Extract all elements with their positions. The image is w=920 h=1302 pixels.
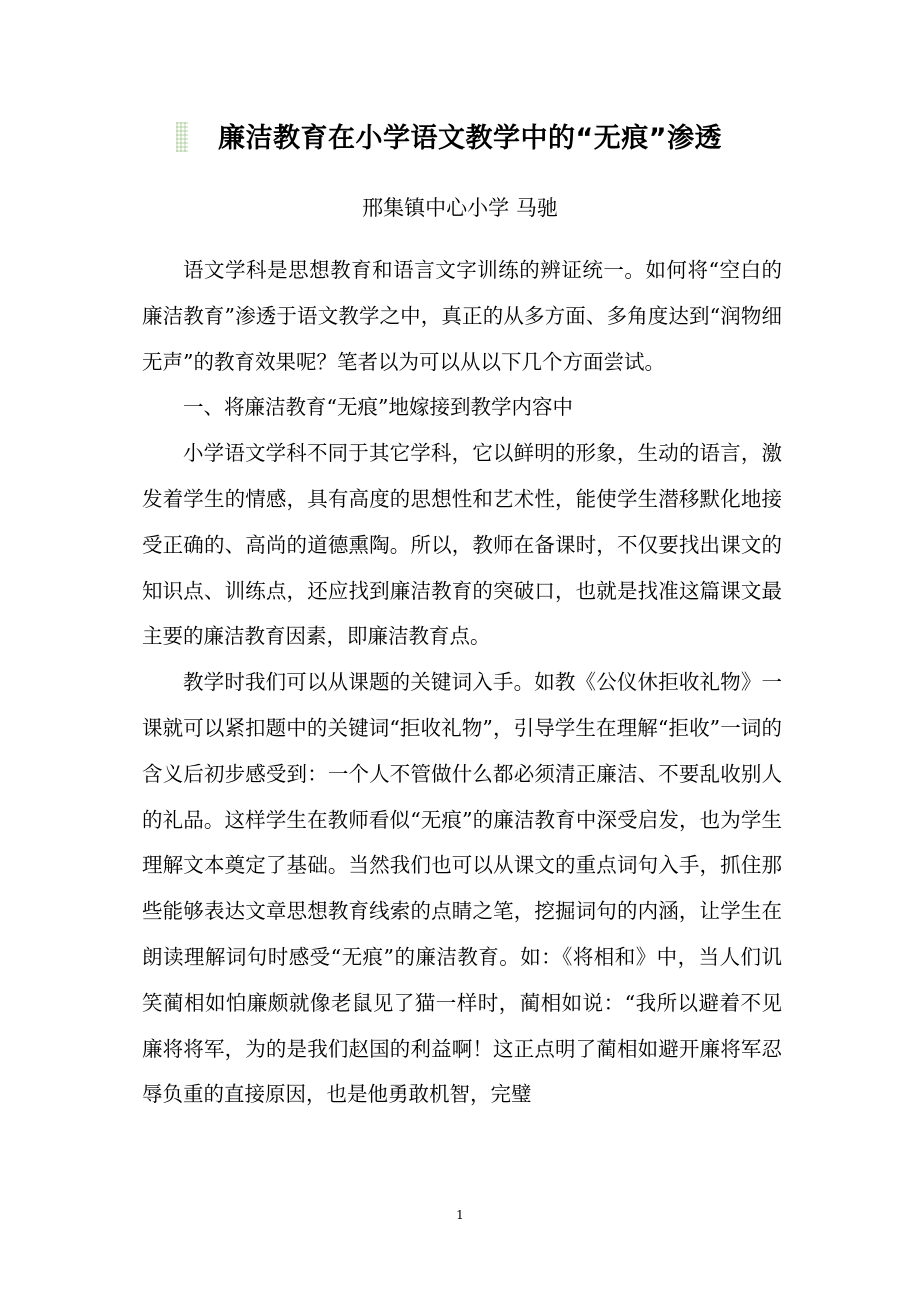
document-body [142,248,782,1118]
paragraph-body: 小学语文学科不同于其它学科，它以鲜明的形象，生动的语言，激发着学生的情感，具有高度的思想性和艺术性，能使学生潜移默化地接受正确的、高尚的道德熏陶。所以，教师在备课时，不仅要找出课文的知识点、训练点，还应找到廉洁教育的突破口，也就是找准这篇课文最主要的廉洁教育因素，即廉洁教育点。 [142,441,782,649]
page-number: 1 [456,1208,464,1222]
paragraph-intro: 语文学科是思想教育和语言文字训练的辨证统一。如何将“空白的廉洁教育”渗透于语文教学之中，真正的从多方面、多角度达到“润物细无声”的教育效果呢？笔者以为可以从以下几个方面尝试。 [142,258,782,374]
title-row [0,112,920,162]
document-title: 廉洁教育在小学语文教学中的“无痕”渗透 [218,123,722,154]
title-marker-icon [176,122,188,152]
paragraph-body: 教学时我们可以从课题的关键词入手。如教《公仪休拒收礼物》一课就可以紧扣题中的关键词“拒收礼物”，引导学生在理解“拒收”一词的含义后初步感受到：一个人不管做什么都必须清正廉洁、不要乱收别人的礼品。这样学生在教师看似“无痕”的廉洁教育中深受启发，也为学生理解文本奠定了基础。当然我们也可以从课文的重点词句入手，抓住那些能够表达文章思想教育线索的点睛之笔，挖掘词句的内涵，让学生在朗读理解词句时感受“无痕”的廉洁教育。如：《将相和》中，当人们讥笑蔺相如怕廉颇就像老鼠见了猫一样时，蔺相如说：“我所以避着不见廉将将军，为的是我们赵国的利益啊！这正点明了蔺相如避开廉将军忍辱负重的直接原因，也是他勇敢机智，完璧 [142,670,782,1107]
section-heading: 一、将廉洁教育“无痕”地嫁接到教学内容中 [183,395,573,420]
author-line: 邢集镇中心小学 马驰 [362,196,558,220]
